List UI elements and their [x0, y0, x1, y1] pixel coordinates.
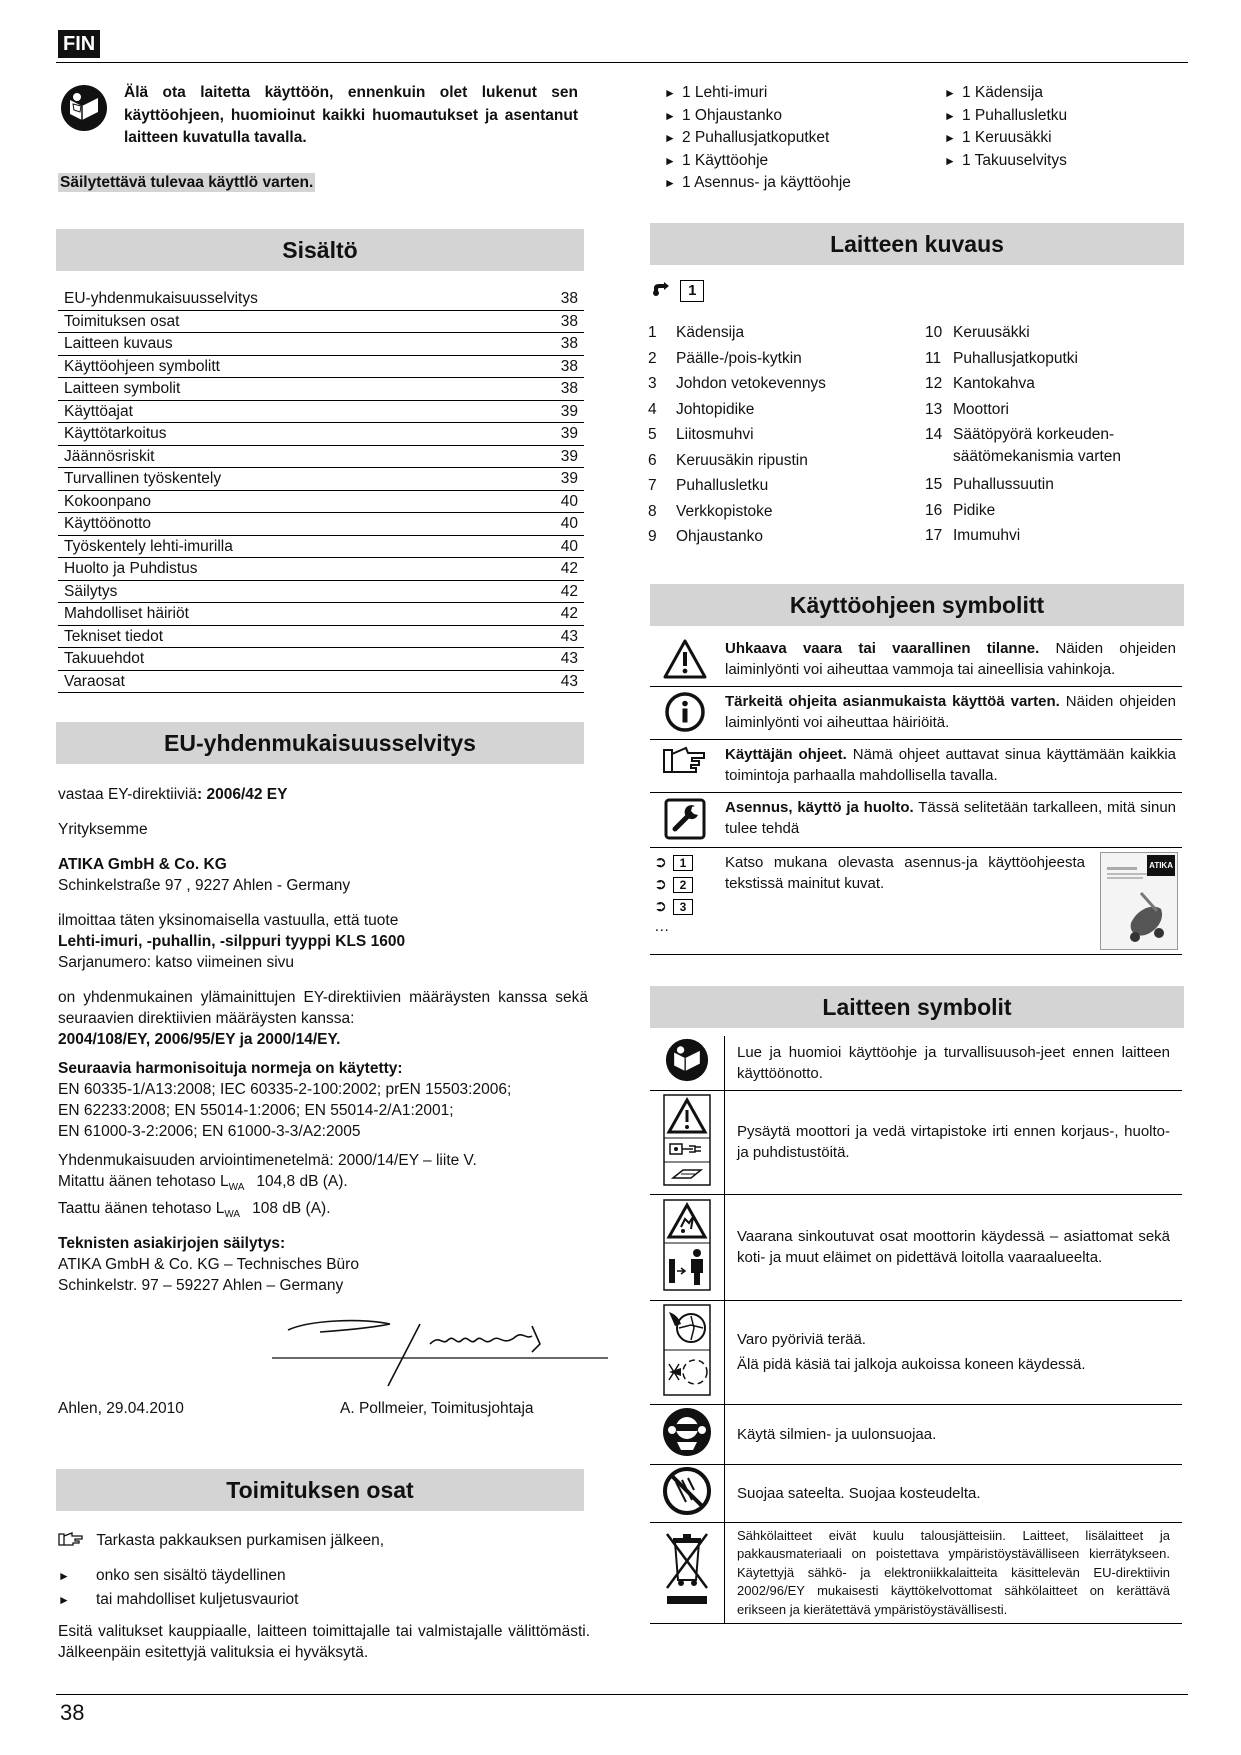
part-label: Puhallusletku — [676, 477, 769, 494]
eu-signatory: A. Pollmeier, Toimitusjohtaja — [340, 1400, 534, 1417]
delivery-list-item — [664, 82, 934, 105]
toc-page: 38 — [519, 333, 584, 356]
toc-label: Jäännösriskit — [58, 445, 519, 468]
device-symbol-row — [650, 1404, 1182, 1464]
eu-title: EU-yhdenmukaisuusselvitys — [56, 722, 584, 764]
device-symbol-line: Varo pyöriviä terää. — [737, 1331, 866, 1348]
figure-ref-box: 3 — [673, 899, 693, 915]
part-number: 16 — [925, 501, 943, 519]
delivery-list-text: 1 Asennus- ja käyttöohje — [682, 174, 851, 191]
delivery-list-text: 1 Käyttöohje — [682, 151, 769, 169]
bottom-rule — [56, 1694, 1188, 1695]
toc-label: Mahdolliset häiriöt — [58, 603, 519, 626]
part-number: 6 — [648, 451, 657, 469]
parts-list-item — [925, 474, 1054, 496]
parts-list-item — [648, 475, 768, 497]
toc-label: Käyttöajat — [58, 400, 519, 423]
device-symbol-row — [650, 1300, 1182, 1404]
delivery-check-line — [58, 1530, 590, 1551]
delivery-list-text: 1 Lehti-imuri — [682, 84, 768, 101]
eu-guaranteed-level — [58, 1198, 588, 1225]
eu-company-name: ATIKA GmbH & Co. KG — [58, 856, 227, 873]
parts-list-item — [648, 399, 754, 421]
keep-notice — [58, 174, 315, 192]
part-number: 3 — [648, 375, 657, 392]
delivery-list-text: 1 Keruusäkki — [962, 129, 1052, 146]
eu-docs-line: Schinkelstr. 97 – 59227 Ahlen – Germany — [58, 1277, 344, 1295]
manual-symbol-desc: Näiden ohjeiden laiminlyönti voi aiheuttaa vammoja tai aineellisia vahinkoja. — [725, 640, 1176, 678]
manual-symbol-row — [650, 740, 1182, 793]
eu-directive — [58, 784, 588, 805]
pointing-hand-icon — [58, 1531, 84, 1547]
device-title: Laitteen kuvaus — [650, 223, 1184, 265]
device-symbol-row — [650, 1194, 1182, 1300]
figure-pointer-icon: ➲ — [654, 876, 667, 893]
delivery-list-item — [944, 150, 1184, 173]
eu-conform-text: on yhdenmukainen ylämainittujen EY-direktiivien määräysten kanssa sekä seuraavien direktiivien määräysten kanssa: — [58, 989, 588, 1027]
toc-page: 38 — [519, 355, 584, 378]
figure-ref-box: 1 — [680, 280, 704, 302]
figure-ref-item — [654, 874, 718, 896]
parts-list-item — [925, 322, 1030, 344]
device-symbol-text: Lue ja huomioi käyttöohje ja turvallisuusoh-jeet ennen laitteen käyttöönotto. — [725, 1036, 1183, 1090]
toc-row — [58, 355, 584, 378]
part-number: 17 — [925, 527, 943, 544]
part-label: Säätöpyörä korkeuden- — [953, 426, 1115, 443]
toc-row — [58, 648, 584, 671]
toc-label: Tekniset tiedot — [58, 625, 519, 648]
wrench-icon — [650, 793, 719, 848]
toc-page: 42 — [519, 558, 584, 581]
delivery-list-item — [664, 172, 934, 195]
part-label: Imumuhvi — [953, 527, 1021, 544]
eu-guaranteed-value: 108 dB (A). — [252, 1200, 331, 1218]
parts-list-item — [648, 424, 754, 446]
bullet-arrow-icon: ► — [664, 108, 676, 123]
manual-symbol-text — [719, 687, 1182, 740]
part-label: Keruusäkki — [953, 324, 1030, 341]
eu-standard-line: EN 61000-3-2:2006; EN 61000-3-3/A2:2005 — [58, 1123, 361, 1140]
eu-measured-value: 104,8 dB (A). — [256, 1173, 348, 1190]
language-badge: FIN — [58, 30, 100, 58]
parts-list-item — [925, 373, 1035, 395]
toc-title: Sisältö — [56, 229, 584, 271]
part-number: 13 — [925, 400, 943, 418]
delivery-list-text: 1 Kädensija — [962, 84, 1044, 101]
part-number: 9 — [648, 528, 657, 545]
toc-label: Työskentely lehti-imurilla — [58, 535, 519, 558]
toc-page: 40 — [519, 535, 584, 558]
eu-docs-line: ATIKA GmbH & Co. KG – Technisches Büro — [58, 1256, 359, 1274]
read-manual-icon — [60, 84, 108, 137]
eu-product: Lehti-imuri, -puhallin, -silppuri tyyppi KLS 1600 — [58, 933, 406, 950]
toc-label: EU-yhdenmukaisuusselvitys — [58, 288, 519, 310]
bullet-arrow-icon: ► — [664, 153, 676, 168]
eu-serial: Sarjanumero: katso viimeinen sivu — [58, 954, 295, 971]
eu-place-date: Ahlen, 29.04.2010 — [58, 1400, 184, 1417]
toc-row — [58, 400, 584, 423]
part-label: Moottori — [953, 400, 1009, 418]
delivery-note: Esitä valitukset kauppiaalle, laitteen toimittajalle tai valmistajalle välittömästi. Jälkeenpäin esitettyjä valituksia ei hyväksytä. — [58, 1623, 590, 1661]
toc-page: 43 — [519, 648, 584, 671]
toc-page: 43 — [519, 625, 584, 648]
toc-page: 38 — [519, 288, 584, 310]
toc-page: 39 — [519, 400, 584, 423]
top-rule — [56, 62, 1188, 63]
toc-page: 38 — [519, 310, 584, 333]
delivery-list-text: 1 Puhallusletku — [962, 106, 1068, 124]
toc-page: 42 — [519, 580, 584, 603]
flying-parts-icon — [650, 1194, 725, 1300]
part-number: 7 — [648, 477, 657, 494]
figure-ref-list — [650, 848, 719, 955]
part-number: 11 — [925, 349, 942, 367]
part-number: 1 — [648, 324, 657, 341]
delivery-list-col2 — [944, 82, 1184, 172]
device-symbol-text: Vaarana sinkoutuvat osat moottorin käydessä – asiattomat sekä koti- ja muut eläimet on pidettävä loitolla vaaraalueelta. — [725, 1194, 1183, 1300]
delivery-list-col1 — [664, 82, 934, 195]
toc-page: 39 — [519, 468, 584, 491]
read-manual-icon — [650, 1036, 725, 1090]
toc-row — [58, 378, 584, 401]
figure-ref-item — [654, 896, 718, 918]
parts-list-item — [648, 348, 802, 370]
toc-page: 38 — [519, 378, 584, 401]
manual-symbol-desc: Nämä ohjeet auttavat sinua käyttämään kaikkia toimintoja parhaalla mahdollisella tavalla. — [725, 746, 1176, 784]
toc-page: 39 — [519, 445, 584, 468]
toc-row — [58, 603, 584, 626]
part-label: Keruusäkin ripustin — [676, 451, 808, 469]
toc-row — [58, 490, 584, 513]
manual-symbol-row — [650, 793, 1182, 848]
bullet-arrow-icon: ► — [58, 1593, 70, 1607]
manual-symbol-text — [719, 793, 1182, 848]
toc-page: 43 — [519, 670, 584, 693]
figure-ref-box: 2 — [673, 877, 693, 893]
toc-row — [58, 288, 584, 310]
part-label: Kantokahva — [953, 375, 1035, 392]
delivery-bullet — [58, 1589, 590, 1611]
eu-measured-sub: WA — [228, 1182, 245, 1194]
delivery-list-item — [664, 105, 934, 128]
eu-company-address: Schinkelstraße 97 , 9227 Ahlen - Germany — [58, 877, 351, 894]
signature — [270, 1300, 610, 1395]
part-number: 8 — [648, 502, 657, 520]
device-symbols-title: Laitteen symbolit — [650, 986, 1184, 1028]
toc-label: Säilytys — [58, 580, 519, 603]
toc-page: 40 — [519, 513, 584, 536]
bullet-arrow-icon: ► — [664, 131, 676, 145]
eu-standard-line: EN 60335-1/A13:2008; IEC 60335-2-100:2002; prEN 15503:2006; — [58, 1081, 512, 1098]
manual-symbol-bold: Tärkeitä ohjeita asianmukaista käyttöä varten. — [725, 693, 1060, 710]
rotating-blade-icon — [650, 1300, 725, 1404]
eu-standard-line: EN 62233:2008; EN 55014-1:2006; EN 55014-2/A1:2001; — [58, 1102, 454, 1119]
eu-directive-prefix: vastaa EY-direktiiviä — [58, 786, 197, 803]
unplug-warning-icon — [650, 1090, 725, 1194]
bullet-arrow-icon: ► — [944, 153, 956, 168]
bullet-arrow-icon: ► — [944, 86, 956, 100]
figure-note-text: Katso mukana olevasta asennus-ja käyttöohjeesta tekstissä mainitut kuvat. — [725, 854, 1085, 892]
part-number: 10 — [925, 324, 943, 341]
toc-row — [58, 445, 584, 468]
toc-label: Laitteen kuvaus — [58, 333, 519, 356]
page-number: 38 — [60, 1700, 85, 1725]
eu-assessment: Yhdenmukaisuuden arviointimenetelmä: 2000/14/EY – liite V. — [58, 1152, 477, 1169]
toc-label: Toimituksen osat — [58, 310, 519, 333]
delivery-title: Toimituksen osat — [56, 1469, 584, 1511]
parts-list-item — [648, 373, 826, 395]
toc-row — [58, 333, 584, 356]
part-label: Johdon vetokevennys — [676, 375, 826, 392]
manual-symbol-row — [650, 848, 1182, 955]
toc-label: Laitteen symbolit — [58, 378, 519, 401]
figure-note-cell — [719, 848, 1182, 955]
toc-row — [58, 513, 584, 536]
part-label: Puhallusjatkoputki — [953, 349, 1078, 367]
eu-standards-title: Seuraavia harmonisoituja normeja on käytetty: — [58, 1060, 403, 1077]
delivery-bullet-text: tai mahdolliset kuljetusvauriot — [96, 1591, 299, 1608]
bullet-arrow-icon: ► — [664, 176, 676, 190]
part-label: Kädensija — [676, 324, 745, 341]
pointing-hand-icon — [650, 740, 719, 793]
no-rain-icon — [650, 1464, 725, 1522]
device-symbol-row — [650, 1036, 1182, 1090]
weee-bin-icon — [650, 1522, 725, 1624]
eu-declare-line: ilmoittaa täten yksinomaisella vastuulla, että tuote — [58, 912, 399, 929]
toc-label: Käyttötarkoitus — [58, 423, 519, 446]
part-number: 2 — [648, 349, 657, 367]
parts-list-item — [925, 500, 995, 522]
warning-text: Älä ota laitetta käyttöön, ennenkuin olet lukenut sen käyttöohjeen, huomioinut kaikki huomautukset ja asentanut laitteen kuvatulla tavalla. — [124, 84, 578, 146]
eu-measured-label: Mitattu äänen tehotaso L — [58, 1173, 229, 1190]
part-label: Liitosmuhvi — [676, 426, 754, 443]
toc-label: Käyttöohjeen symbolitt — [58, 355, 519, 378]
parts-list-item — [648, 322, 744, 344]
delivery-bullet-text: onko sen sisältö täydellinen — [96, 1567, 286, 1584]
parts-list-item — [925, 424, 1121, 468]
eu-company-intro: Yrityksemme — [58, 821, 148, 838]
manual-symbol-text — [719, 740, 1182, 793]
warning-triangle-icon — [650, 634, 719, 687]
toc-label: Varaosat — [58, 670, 519, 693]
part-number: 15 — [925, 476, 943, 493]
delivery-list-item — [664, 127, 934, 150]
manual-symbol-bold: Uhkaava vaara tai vaarallinen tilanne. — [725, 640, 1040, 657]
eu-directive-value: : 2006/42 EY — [197, 786, 288, 803]
part-number: 12 — [925, 375, 943, 392]
toc-row — [58, 535, 584, 558]
bullet-arrow-icon: ► — [944, 108, 956, 123]
delivery-list-text: 2 Puhallusjatkoputket — [682, 129, 830, 146]
manual-symbol-bold: Asennus, käyttö ja huolto. — [725, 799, 914, 816]
toc-row — [58, 310, 584, 333]
bullet-arrow-icon: ► — [664, 86, 676, 100]
manual-symbol-desc: Tässä selitetään tarkalleen, mitä sinun tulee tehdä — [725, 799, 1177, 837]
part-number: 4 — [648, 400, 657, 418]
bullet-arrow-icon: ► — [58, 1569, 70, 1583]
toc-page: 40 — [519, 490, 584, 513]
eu-section — [58, 784, 588, 1296]
parts-list-item — [925, 525, 1020, 547]
device-symbol-line: Älä pidä käsiä tai jalkoja aukoissa koneen käydessä. — [737, 1356, 1086, 1373]
part-label: Päälle-/pois-kytkin — [676, 349, 802, 367]
delivery-list-text: 1 Ohjaustanko — [682, 106, 782, 124]
part-label: Puhallussuutin — [953, 476, 1054, 493]
toc-label: Kokoonpano — [58, 490, 519, 513]
parts-list-item — [648, 526, 763, 548]
device-symbol-text — [725, 1300, 1183, 1404]
toc-row — [58, 580, 584, 603]
figure-ref-ellipsis: … — [654, 918, 670, 935]
manual-symbols-title: Käyttöohjeen symbolitt — [650, 584, 1184, 626]
thumbnail-brand: ATIKA — [1147, 855, 1175, 876]
bullet-arrow-icon: ► — [944, 131, 956, 145]
manual-symbol-bold: Käyttäjän ohjeet. — [725, 746, 847, 763]
manual-symbol-text — [719, 634, 1182, 687]
toc-label: Takuuehdot — [58, 648, 519, 671]
parts-list-item — [648, 450, 808, 472]
device-symbol-row — [650, 1090, 1182, 1194]
toc-row — [58, 625, 584, 648]
toc-table — [58, 288, 584, 693]
device-figure-ref — [652, 280, 704, 302]
eu-guaranteed-label: Taattu äänen tehotaso L — [58, 1200, 225, 1218]
device-symbol-row — [650, 1522, 1182, 1624]
delivery-check-text: Tarkasta pakkauksen purkamisen jälkeen, — [96, 1532, 385, 1549]
figure-ref-item — [654, 852, 718, 874]
part-number: 14 — [925, 426, 943, 443]
device-symbol-text: Sähkölaitteet eivät kuulu talousjätteisiin. Laitteet, lisälaitteet ja pakkausmateriaali on poistettava ympäristöystävälliseen kierrätykseen. Käytettyjä sähkö- ja elektroniikkalaitteita käsittelevän EU-direktiivin 2002/96/EY mukaisesti käyttökelvottomat sähkölaitteet on kerättävä erikseen ja kierätettävä ympäristöystävällisesti. — [725, 1522, 1183, 1624]
eu-measured-level — [58, 1171, 588, 1198]
device-symbol-text: Pysäytä moottori ja vedä virtapistoke irti ennen korjaus-, huolto- ja puhdistustöitä. — [725, 1090, 1183, 1194]
toc-row — [58, 670, 584, 693]
eu-guaranteed-sub: WA — [224, 1209, 241, 1221]
delivery-list-item — [664, 150, 934, 173]
figure-ref-box: 1 — [673, 855, 693, 871]
manual-symbol-desc: Näiden ohjeiden laiminlyönti voi aiheuttaa häiriöitä. — [725, 693, 1176, 731]
figure-pointer-icon: ➲ — [654, 854, 667, 871]
part-label: Johtopidike — [676, 400, 755, 418]
manual-thumbnail — [1100, 852, 1178, 950]
toc-page: 42 — [519, 603, 584, 626]
device-symbol-row — [650, 1464, 1182, 1522]
delivery-section — [58, 1530, 590, 1663]
figure-pointer-icon: ➲ — [654, 898, 667, 915]
delivery-list-text: 1 Takuuselvitys — [962, 151, 1067, 169]
part-label: Pidike — [953, 501, 996, 519]
manual-symbols-table — [650, 634, 1182, 955]
eye-ear-protection-icon — [650, 1404, 725, 1464]
toc-label: Käyttöönotto — [58, 513, 519, 536]
toc-page: 39 — [519, 423, 584, 446]
device-symbol-text: Käytä silmien- ja uulonsuojaa. — [725, 1404, 1183, 1464]
delivery-bullet — [58, 1565, 590, 1587]
keep-notice-text: Säilytettävä tulevaa käyttlö varten. — [60, 174, 314, 191]
parts-list-item — [925, 348, 1078, 370]
eu-conform-directives: 2004/108/EY, 2006/95/EY ja 2000/14/EY. — [58, 1031, 341, 1048]
toc-label: Huolto ja Puhdistus — [58, 558, 519, 581]
toc-row — [58, 423, 584, 446]
delivery-list-item — [944, 105, 1184, 128]
parts-list-item — [925, 399, 1009, 421]
manual-symbol-row — [650, 634, 1182, 687]
delivery-list-item — [944, 127, 1184, 150]
parts-list-item — [648, 501, 773, 523]
figure-pointer-icon — [652, 282, 670, 296]
info-icon — [650, 687, 719, 740]
toc-row — [58, 558, 584, 581]
manual-symbol-row — [650, 687, 1182, 740]
device-symbol-text: Suojaa sateelta. Suojaa kosteudelta. — [725, 1464, 1183, 1522]
delivery-list-item — [944, 82, 1184, 105]
part-number: 5 — [648, 426, 657, 443]
toc-row — [58, 468, 584, 491]
toc-label: Turvallinen työskentely — [58, 468, 519, 491]
part-label-cont: säätömekanismia varten — [953, 448, 1121, 465]
eu-docs-title: Teknisten asiakirjojen säilytys: — [58, 1235, 286, 1253]
device-symbols-table — [650, 1036, 1182, 1624]
part-label: Verkkopistoke — [676, 502, 773, 520]
part-label: Ohjaustanko — [676, 528, 764, 545]
